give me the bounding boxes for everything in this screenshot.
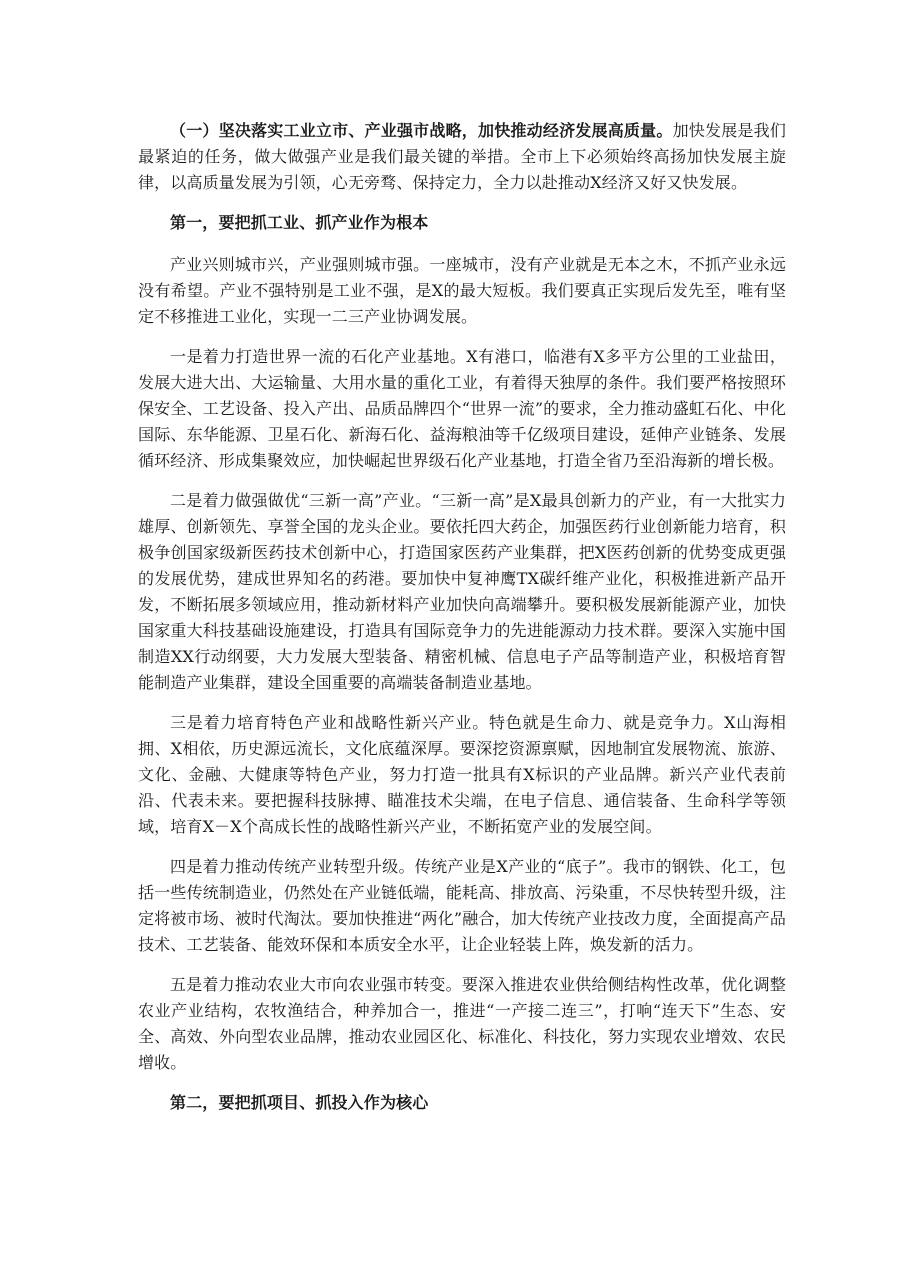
body-paragraph: 三是着力培育特色产业和战略性新兴产业。特色就是生命力、就是竞争力。X山海相拥、X相依，历史源远流长，文化底蕴深厚。要深挖资源禀赋，因地制宜发展物流、旅游、文化、金融、大健康等特色产业，努力打造一批具有X标识的产业品牌。新兴产业代表前沿、代表未来。要把握科技脉搏、瞄准技术尖端，在电子信息、通信装备、生命科学等领域，培育X－X个高成长性的战略性新兴产业，不断拓宽产业的发展空间。 <box>138 713 786 836</box>
body-paragraph: 一是着力打造世界一流的石化产业基地。X有港口，临港有X多平方公里的工业盐田，发展大进大出、大运输量、大用水量的重化工业，有着得天独厚的条件。我们要严格按照环保安全、工艺设备、投入产出、品质品牌四个“世界一流”的要求，全力推动盛虹石化、中化国际、东华能源、卫星石化、新海石化、益海粮油等千亿级项目建设，延伸产业链条、发展循环经济、形成集聚效应，加快崛起世界级石化产业基地，打造全省乃至沿海新的增长极。 <box>138 347 786 470</box>
section-intro-paragraph <box>138 118 786 196</box>
body-paragraph: 产业兴则城市兴，产业强则城市强。一座城市，没有产业就是无本之木，不抓产业永远没有希望。产业不强特别是工业不强，是X的最大短板。我们要真正实现后发先至，唯有坚定不移推进工业化，实现一二三产业协调发展。 <box>138 255 786 326</box>
section-intro-text: 加快发展是我们最紧迫的任务，做大做强产业是我们最关键的举措。全市上下必须始终高扬加快发展主旋律，以高质量发展为引领，心无旁骛、保持定力，全力以赴推动X经济又好又快发展。 <box>138 121 786 192</box>
subheading-first: 第一，要把抓工业、抓产业作为根本 <box>170 213 429 232</box>
section-title: （一）坚决落实工业立市、产业强市战略，加快推动经济发展高质量。 <box>170 121 673 140</box>
body-paragraph: 四是着力推动传统产业转型升级。传统产业是X产业的“底子”。我市的钢铁、化工，包括一些传统制造业，仍然处在产业链低端，能耗高、排放高、污染重，不尽快转型升级，注定将被市场、被时代淘汰。要加快推进“两化”融合，加大传统产业技改力度，全面提高产品技术、工艺装备、能效环保和本质安全水平，让企业轻装上阵，焕发新的活力。 <box>138 857 786 954</box>
body-paragraph: 五是着力推动农业大市向农业强市转变。要深入推进农业供给侧结构性改革，优化调整农业产业结构，农牧渔结合，种养加合一，推进“一产接二连三”，打响“连天下”生态、安全、高效、外向型农业品牌，推动农业园区化、标准化、科技化，努力实现农业增效、农民增收。 <box>138 975 786 1072</box>
document-body <box>138 118 786 1132</box>
subheading-second: 第二，要把抓项目、抓投入作为核心 <box>170 1093 429 1112</box>
body-paragraph: 二是着力做强做优“三新一高”产业。“三新一高”是X最具创新力的产业，有一大批实力雄厚、创新领先、享誉全国的龙头企业。要依托四大药企，加强医药行业创新能力培育，积极争创国家级新医药技术创新中心，打造国家医药产业集群，把X医药创新的优势变成更强的发展优势，建成世界知名的药港。要加快中复神鹰TX碳纤维产业化，积极推进新产品开发，不断拓展多领域应用，推动新材料产业加快向高端攀升。要积极发展新能源产业，加快国家重大科技基础设施建设，打造具有国际竞争力的先进能源动力技术群。要深入实施中国制造XX行动纲要，大力发展大型装备、精密机械、信息电子产品等制造产业，积极培育智能制造产业集群，建设全国重要的高端装备制造业基地。 <box>138 491 786 692</box>
